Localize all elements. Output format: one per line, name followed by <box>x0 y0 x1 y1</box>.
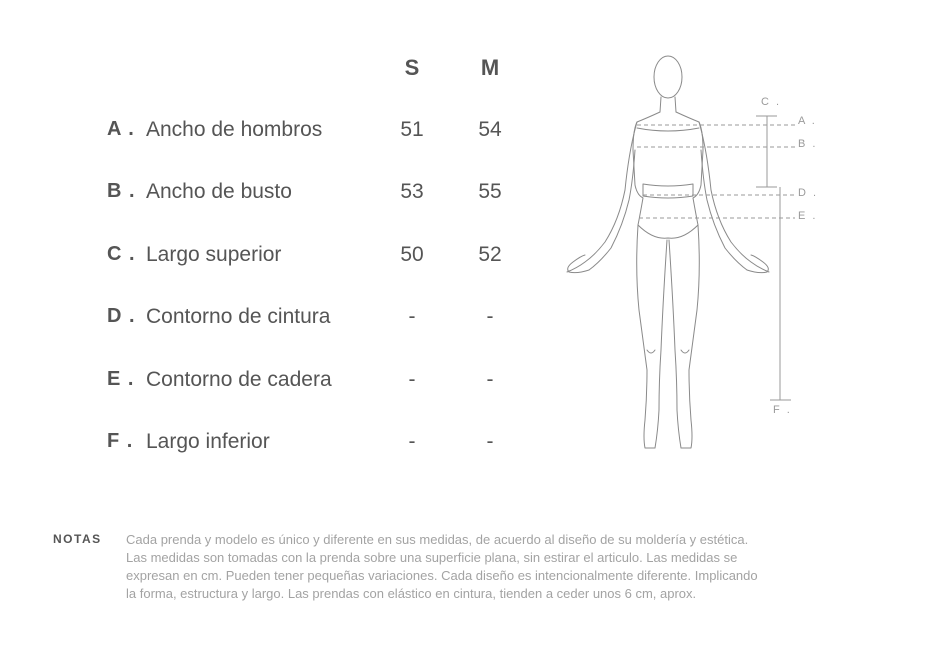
notes-line: Las medidas son tomadas con la prenda sobre una superficie plana, sin estirar el articulo. Las medidas se <box>126 550 738 565</box>
value-s: 50 <box>400 243 424 266</box>
figure-label-b: B . <box>798 138 818 150</box>
row-letter: E . <box>107 368 135 390</box>
figure-label-e: E . <box>798 210 818 222</box>
measurement-row-c <box>0 243 560 273</box>
measurement-row-f <box>0 430 560 460</box>
row-letter: A . <box>107 118 135 140</box>
mannequin-torso-left <box>633 112 660 225</box>
mannequin-leg-right <box>669 225 699 448</box>
notes-title: NOTAS <box>53 532 102 546</box>
mannequin-neck <box>660 97 676 112</box>
value-m: - <box>486 430 494 453</box>
row-label: Contorno de cintura <box>146 305 331 328</box>
row-letter: F . <box>107 430 134 452</box>
measurement-row-e <box>0 368 560 398</box>
notes-body <box>126 531 896 603</box>
value-m: - <box>486 305 494 328</box>
mannequin-torso-right <box>676 112 703 225</box>
value-m: - <box>486 368 494 391</box>
figure-label-f: F . <box>773 404 792 416</box>
mannequin-illustration <box>555 50 835 460</box>
row-label: Contorno de cadera <box>146 368 332 391</box>
value-m: 54 <box>478 118 502 141</box>
row-letter: C . <box>107 243 136 265</box>
value-m: 52 <box>478 243 502 266</box>
mannequin-waistband <box>643 184 693 198</box>
row-label: Ancho de hombros <box>146 118 323 141</box>
value-s: 53 <box>400 180 424 203</box>
mannequin-figure <box>555 50 835 460</box>
figure-label-a: A . <box>798 115 817 127</box>
size-header-m: M <box>480 55 500 80</box>
notes-line: Cada prenda y modelo es único y diferente en sus medidas, de acuerdo al diseño de su moldería y estética. <box>126 532 749 547</box>
row-letter: D . <box>107 305 136 327</box>
mannequin-arm-left-outer <box>567 122 637 272</box>
mannequin-head <box>654 56 682 98</box>
notes-line: expresan en cm. Pueden tener pequeñas variaciones. Cada diseño es intencionalmente diferente. Implicando <box>126 568 758 583</box>
figure-label-d: D . <box>798 187 819 199</box>
row-label: Largo inferior <box>146 430 270 453</box>
value-m: 55 <box>478 180 502 203</box>
row-label: Ancho de busto <box>146 180 292 203</box>
size-header-s: S <box>404 55 420 80</box>
measurement-row-a <box>0 118 560 148</box>
value-s: - <box>408 430 416 453</box>
value-s: 51 <box>400 118 424 141</box>
value-s: - <box>408 305 416 328</box>
value-s: - <box>408 368 416 391</box>
mannequin-knees <box>647 350 689 353</box>
row-letter: B . <box>107 180 136 202</box>
mannequin-leg-left <box>637 225 667 448</box>
mannequin-arm-right-outer <box>699 122 769 272</box>
notes-line: la forma, estructura y largo. Las prendas con elástico en cintura, tienden a ceder unos 6 cm, aprox. <box>126 586 697 601</box>
row-label: Largo superior <box>146 243 282 266</box>
figure-label-c: C . <box>761 96 782 108</box>
mannequin-briefs <box>638 225 698 238</box>
mannequin-bust-top <box>637 128 699 131</box>
measurement-row-d <box>0 305 560 335</box>
measurement-row-b <box>0 180 560 210</box>
